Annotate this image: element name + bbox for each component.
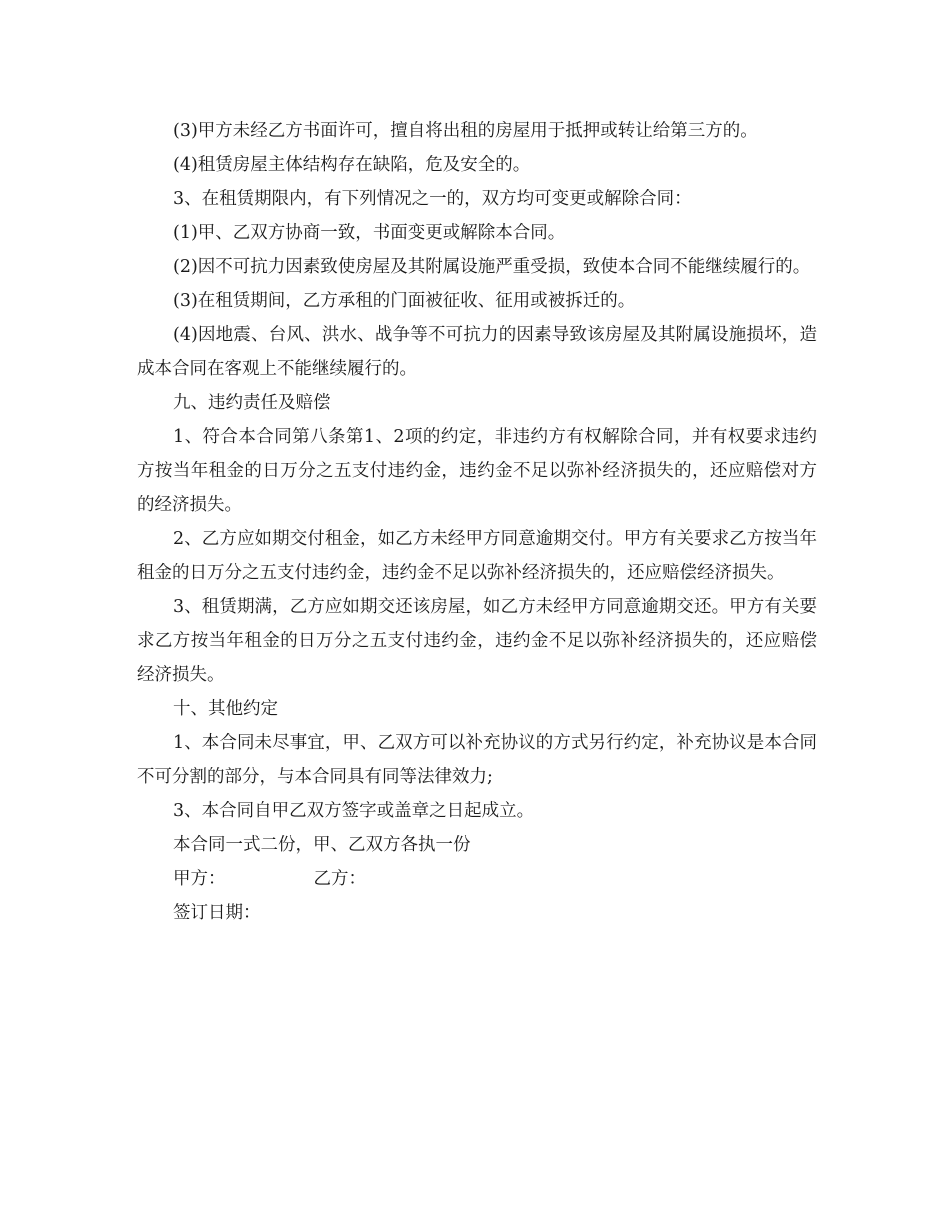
clause-8-3-item-2: (2)因不可抗力因素致使房屋及其附属设施严重受损，致使本合同不能继续履行的。: [173, 257, 811, 277]
sign-date-row: [137, 896, 817, 930]
clause-9-1: 1、符合本合同第八条第1、2项的约定，非违约方有权解除合同，并有权要求违约方按当年租金的日万分之五支付违约金，违约金不足以弥补经济损失的，还应赔偿对方的经济损失。: [137, 427, 817, 515]
clause-8-3-item-1: (1)甲、乙双方协商一致，书面变更或解除本合同。: [173, 223, 566, 243]
clause-10-1: 1、本合同未尽事宜，甲、乙双方可以补充协议的方式另行约定，补充协议是本合同不可分割的部分，与本合同具有同等法律效力;: [137, 733, 817, 787]
clause-9-2: 2、乙方应如期交付租金，如乙方未经甲方同意逾期交付。甲方有关要求乙方按当年租金的日万分之五支付违约金，违约金不足以弥补经济损失的，还应赔偿经济损失。: [137, 529, 817, 583]
clause-8-3-item-4: (4)因地震、台风、洪水、战争等不可抗力的因素导致该房屋及其附属设施损坏，造成本合同在客观上不能继续履行的。: [137, 325, 817, 379]
clause-8-3-item-3: (3)在租赁期间，乙方承租的门面被征收、征用或被拆迁的。: [173, 291, 636, 311]
section-10-heading: 十、其他约定: [173, 699, 278, 719]
sign-date-label: 签订日期：: [173, 903, 261, 923]
section-9-heading: 九、违约责任及赔偿: [173, 393, 331, 413]
clause-8-3-heading: 3、在租赁期限内，有下列情况之一的，双方均可变更或解除合同：: [173, 189, 692, 209]
clause-10-3: 3、本合同自甲乙双方签字或盖章之日起成立。: [173, 801, 535, 821]
clause-8-2-item-4: (4)租赁房屋主体结构存在缺陷，危及安全的。: [173, 155, 531, 175]
document-body: [137, 114, 817, 930]
clause-8-2-item-3: (3)甲方未经乙方书面许可，擅自将出租的房屋用于抵押或转让给第三方的。: [173, 121, 758, 141]
signature-row: [137, 862, 817, 896]
party-a-label: 甲方：: [173, 869, 226, 889]
party-b-label: 乙方：: [313, 869, 366, 889]
copies-statement: 本合同一式二份，甲、乙双方各执一份: [173, 835, 471, 855]
clause-9-3: 3、租赁期满，乙方应如期交还该房屋，如乙方未经甲方同意逾期交还。甲方有关要求乙方按当年租金的日万分之五支付违约金，违约金不足以弥补经济损失的，还应赔偿经济损失。: [137, 597, 817, 685]
